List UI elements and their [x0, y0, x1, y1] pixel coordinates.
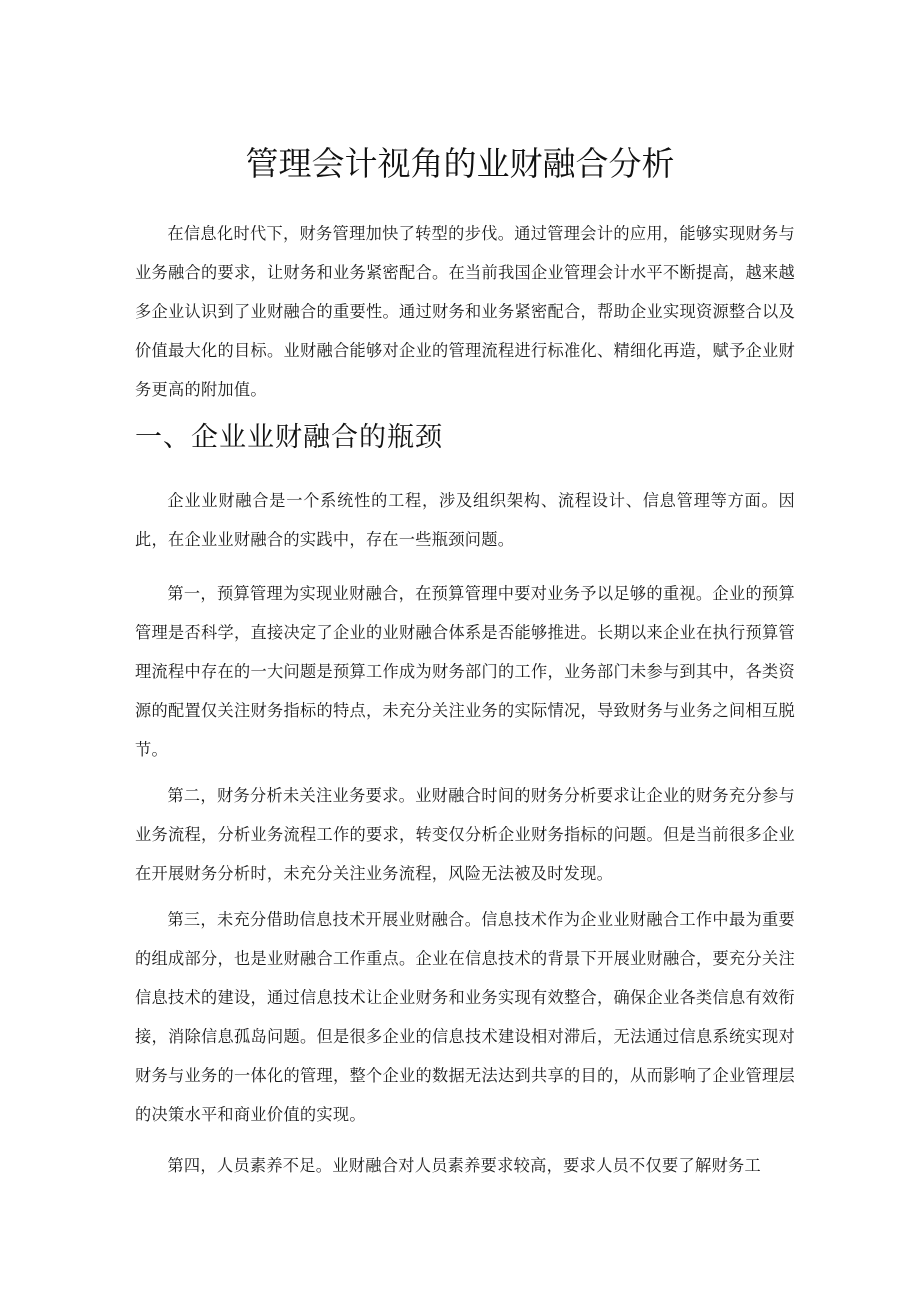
document-title: 管理会计视角的业财融合分析 [245, 144, 675, 183]
section-heading: 一、企业业财融合的瓶颈 [135, 422, 443, 453]
body-paragraph: 企业业财融合是一个系统性的工程，涉及组织架构、流程设计、信息管理等方面。因此，在企业业财融合的实践中，存在一些瓶颈问题。 [135, 491, 795, 549]
intro-paragraph: 在信息化时代下，财务管理加快了转型的步伐。通过管理会计的应用，能够实现财务与业务融合的要求，让财务和业务紧密配合。在当前我国企业管理会计水平不断提高，越来越多企业认识到了业财融合的重要性。通过财务和业务紧密配合，帮助企业实现资源整合以及价值最大化的目标。业财融合能够对企业的管理流程进行标准化、精细化再造，赋予企业财务更高的附加值。 [135, 224, 795, 399]
body-paragraph: 第四，人员素养不足。业财融合对人员素养要求较高，要求人员不仅要了解财务工 [167, 1156, 761, 1175]
body-paragraph: 第三，未充分借助信息技术开展业财融合。信息技术作为企业业财融合工作中最为重要的组成部分，也是业财融合工作重点。企业在信息技术的背景下开展业财融合，要充分关注信息技术的建设，通过信息技术让企业财务和业务实现有效整合，确保企业各类信息有效衔接，消除信息孤岛问题。但是很多企业的信息技术建设相对滞后，无法通过信息系统实现对财务与业务的一体化的管理，整个企业的数据无法达到共享的目的，从而影响了企业管理层的决策水平和商业价值的实现。 [135, 910, 795, 1124]
body-paragraph: 第二，财务分析未关注业务要求。业财融合时间的财务分析要求让企业的财务充分参与业务流程，分析业务流程工作的要求，转变仅分析企业财务指标的问题。但是当前很多企业在开展财务分析时，未充分关注业务流程，风险无法被及时发现。 [135, 786, 795, 883]
body-paragraph: 第一，预算管理为实现业财融合，在预算管理中要对业务予以足够的重视。企业的预算管理是否科学，直接决定了企业的业财融合体系是否能够推进。长期以来企业在执行预算管理流程中存在的一大问题是预算工作成为财务部门的工作，业务部门未参与到其中，各类资源的配置仅关注财务指标的特点，未充分关注业务的实际情况，导致财务与业务之间相互脱节。 [135, 584, 795, 759]
